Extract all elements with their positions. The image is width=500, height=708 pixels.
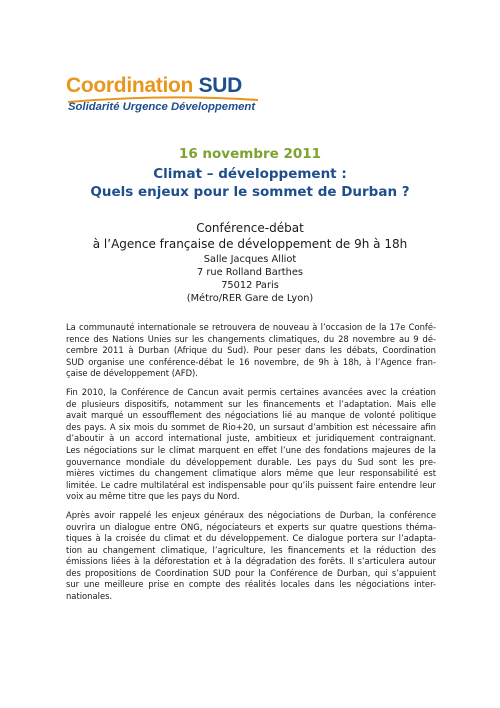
venue-street: 7 rue Rolland Barthes (196, 267, 303, 278)
text-line: Les négociations sur le climat marquent en effet l’une des fondations majeures de la (66, 444, 436, 455)
text-line: tiques à la croisée du climat et du développement. Ce dialogue portera sur l’adapta- (66, 533, 436, 544)
logo-wordmark (66, 74, 242, 98)
document-title (0, 165, 500, 201)
text-line: Fin 2010, la Conférence de Cancun avait permis certaines avancées avec la création (66, 386, 436, 397)
text-line: nationales. (66, 591, 113, 602)
event-date: 16 novembre 2011 (178, 146, 322, 162)
text-line: de plusieurs dispositifs, notamment sur les financements et l’adaptation. Mais elle (66, 398, 436, 409)
venue-city: 75012 Paris (221, 280, 279, 291)
event-description (0, 220, 500, 252)
text-line: limitée. Le cadre multilatéral est indispensable pour qu’ils puissent faire entendre leur (66, 479, 436, 490)
body-paragraph (66, 510, 436, 603)
body-paragraph (66, 322, 436, 380)
title-line-1: Climat – développement : (153, 166, 347, 182)
body-text (66, 322, 436, 610)
body-paragraph (66, 387, 436, 503)
title-line-2: Quels enjeux pour le sommet de Durban ? (90, 184, 410, 200)
logo-tagline: Solidarité Urgence Développement (68, 101, 256, 113)
logo-name-part2: SUD (198, 74, 243, 97)
text-line: Après avoir rappelé les enjeux généraux des négociations de Durban, la conférence (66, 509, 436, 520)
logo-name-part1: Coordination (66, 74, 194, 97)
venue-room: Salle Jacques Alliot (203, 254, 297, 265)
event-host-and-hours: à l’Agence française de développement de 9h à 18h (92, 237, 408, 251)
text-line: tion au changement climatique, l’agriculture, les financements et la réduction des (66, 544, 436, 555)
text-line: çaise de développement (AFD). (66, 368, 198, 379)
event-type: Conférence-débat (196, 221, 304, 235)
text-line: La communauté internationale se retrouvera de nouveau à l’occasion de la 17e Confé- (66, 322, 436, 332)
text-line: des pays. A six mois du sommet de Rio+20, un sursaut d’ambition est nécessaire afin (66, 421, 436, 432)
text-line: ouvrira un dialogue entre ONG, négociateurs et experts sur quatre questions théma- (66, 521, 436, 532)
text-line: émissions liées à la déforestation et à la dégradation des forêts. Il s’articulera autour (66, 556, 436, 567)
text-line: cembre 2011 à Durban (Afrique du Sud). Pour peser dans les débats, Coordination (66, 345, 436, 356)
coordination-sud-logo (66, 62, 266, 122)
text-line: sur une meilleure prise en compte des réalités locales dans les négociations inter- (66, 579, 436, 590)
text-line: d’aboutir à un accord international juste, ambitieux et juridiquement contraignant. (66, 433, 436, 444)
text-line: SUD organise une conférence-débat le 16 novembre, de 9h à 18h, à l’Agence fran- (66, 356, 436, 367)
text-line: avait marqué un essoufflement des négociations lié au manque de volonté politique (66, 410, 436, 421)
text-line: des propositions de Coordination SUD pour la Conférence de Durban, qui s’appuient (66, 567, 436, 578)
text-line: rence des Nations Unies sur les changements climatiques, du 28 novembre au 9 dé- (66, 333, 436, 344)
venue-address (0, 253, 500, 305)
text-line: gouvernance mondiale du développement durable. Les pays du Sud sont les pre- (66, 456, 436, 467)
text-line: voix au même titre que les pays du Nord. (66, 491, 240, 502)
text-line: mières victimes du changement climatique alors même que leur responsabilité est (66, 468, 436, 479)
venue-transport: (Métro/RER Gare de Lyon) (186, 293, 314, 304)
